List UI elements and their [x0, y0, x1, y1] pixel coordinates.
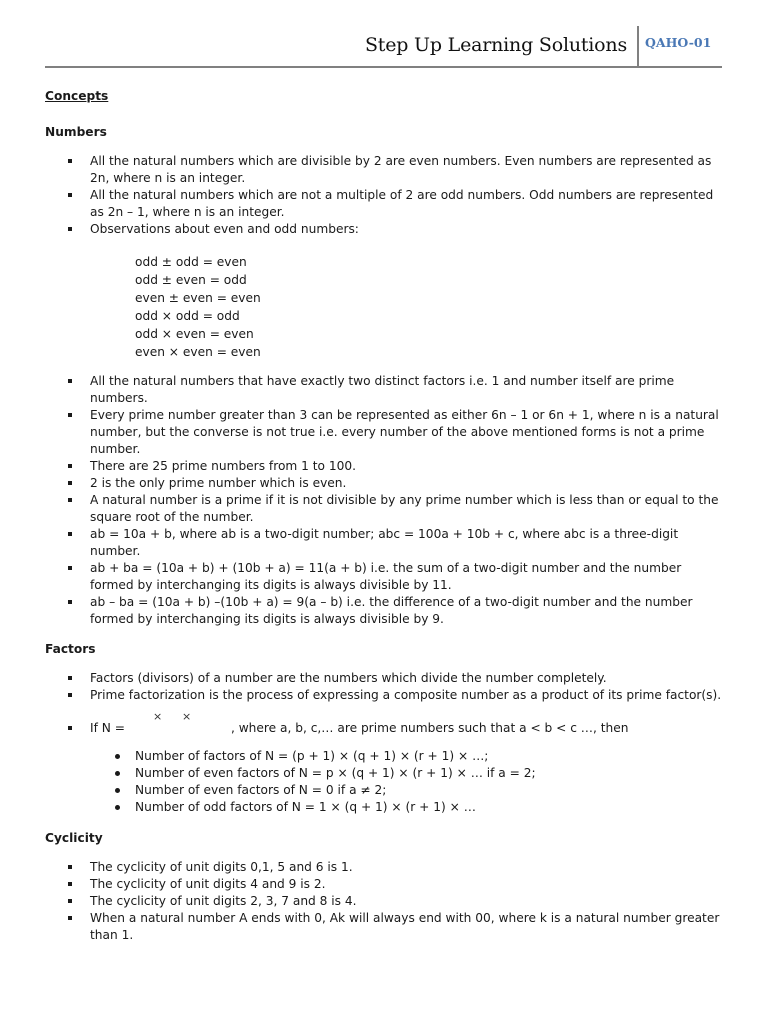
list-item: ab – ba = (10a + b) –(10b + a) = 9(a – b) i.e. the difference of a two-digit number and the number formed by interchanging its digits is always divisible by 9.	[45, 594, 725, 628]
numbers-list-b	[45, 373, 725, 628]
list-item: Observations about even and odd numbers:	[45, 221, 725, 238]
list-item: When a natural number A ends with 0, Ak will always end with 00, where k is a natural number greater than 1.	[45, 910, 725, 944]
prime-factorization-line	[45, 710, 725, 737]
list-item: ab + ba = (10a + b) + (10b + a) = 11(a + b) i.e. the sum of a two-digit number and the number formed by interchanging its digits is always divisible by 11.	[45, 560, 725, 594]
list-item: Every prime number greater than 3 can be represented as either 6n – 1 or 6n + 1, where n is a natural number, but the converse is not true i.e. every number of the above mentioned forms is not a prime number.	[45, 407, 725, 458]
superscript-times: ×	[153, 710, 163, 723]
observation-line: even × even = even	[135, 345, 261, 359]
observation-line: odd ± odd = even	[135, 255, 247, 269]
document-code: QAHO-01	[645, 35, 712, 50]
list-item: The cyclicity of unit digits 2, 3, 7 and 8 is 4.	[45, 893, 725, 910]
header-separator	[637, 26, 639, 66]
list-item: There are 25 prime numbers from 1 to 100.	[45, 458, 725, 475]
factors-heading: Factors	[45, 642, 96, 656]
observation-line: odd × odd = odd	[135, 309, 240, 323]
list-item: Number of factors of N = (p + 1) × (q + 1) × (r + 1) × …;	[45, 748, 725, 765]
header-title: Step Up Learning Solutions	[364, 34, 627, 56]
concepts-heading: Concepts	[45, 89, 109, 103]
list-item: A natural number is a prime if it is not divisible by any prime number which is less than or equal to the square root of the number.	[45, 492, 725, 526]
list-item: Prime factorization is the process of expressing a composite number as a product of its prime factor(s).	[45, 687, 725, 704]
if-n-suffix: , where a, b, c,… are prime numbers such that a < b < c …, then	[230, 721, 629, 735]
list-item: Number of even factors of N = p × (q + 1) × (r + 1) × … if a = 2;	[45, 765, 725, 782]
list-item: ab = 10a + b, where ab is a two-digit number; abc = 100a + 10b + c, where abc is a three-digit number.	[45, 526, 725, 560]
list-item: Number of odd factors of N = 1 × (q + 1) × (r + 1) × …	[45, 799, 725, 816]
cyclicity-list	[45, 859, 725, 944]
if-n-prefix: If N =	[90, 721, 125, 735]
list-item: All the natural numbers which are not a multiple of 2 are odd numbers. Odd numbers are represented as 2n – 1, where n is an integer.	[45, 187, 725, 221]
factor-count-list	[45, 748, 725, 816]
list-item: All the natural numbers that have exactly two distinct factors i.e. 1 and number itself are prime numbers.	[45, 373, 725, 407]
list-item: 2 is the only prime number which is even.	[45, 475, 725, 492]
list-item: Factors (divisors) of a number are the numbers which divide the number completely.	[45, 670, 725, 687]
list-item: The cyclicity of unit digits 0,1, 5 and 6 is 1.	[45, 859, 725, 876]
observation-line: even ± even = even	[135, 291, 261, 305]
observation-line: odd ± even = odd	[135, 273, 247, 287]
numbers-list-a	[45, 153, 725, 238]
superscript-times: ×	[182, 710, 192, 723]
list-item: All the natural numbers which are divisible by 2 are even numbers. Even numbers are represented as 2n, where n is an integer.	[45, 153, 725, 187]
cyclicity-heading: Cyclicity	[45, 831, 103, 845]
numbers-heading: Numbers	[45, 125, 107, 139]
observation-line: odd × even = even	[135, 327, 254, 341]
page-header	[45, 26, 722, 68]
list-item: Number of even factors of N = 0 if a ≠ 2;	[45, 782, 725, 799]
list-item: The cyclicity of unit digits 4 and 9 is 2.	[45, 876, 725, 893]
factors-list	[45, 670, 725, 737]
even-odd-observations	[135, 253, 725, 361]
document-body	[45, 88, 725, 944]
